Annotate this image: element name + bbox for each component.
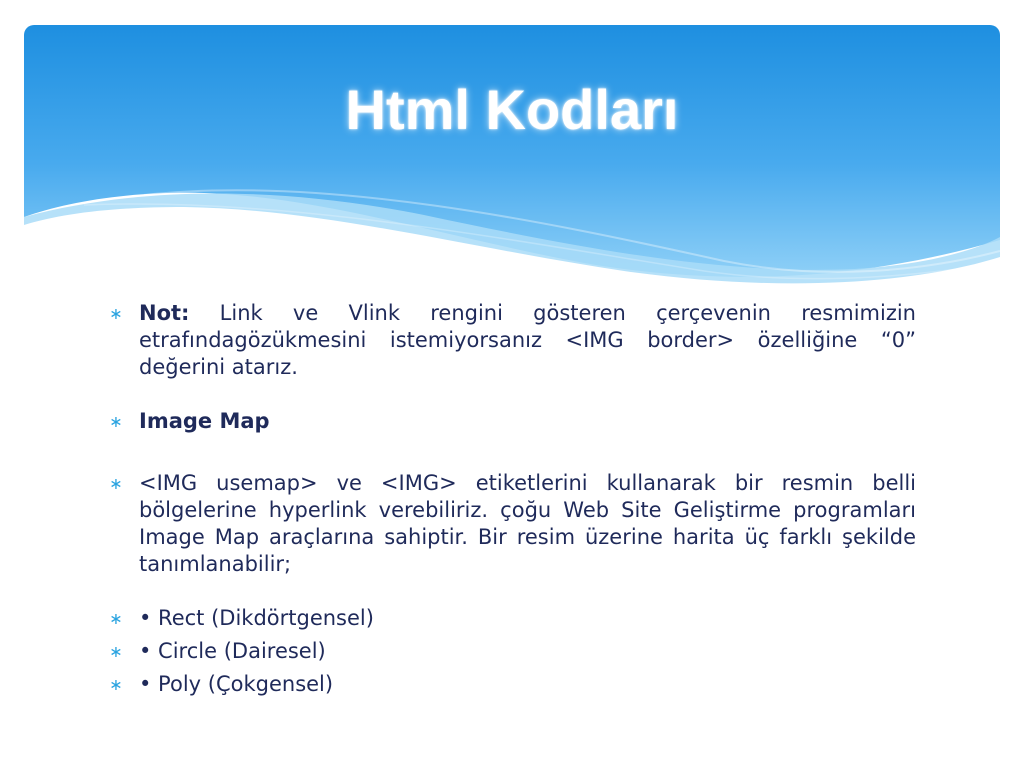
list-item (106, 408, 916, 435)
list-item-text: • Poly (Çokgensel) (139, 672, 334, 696)
bullet-asterisk-icon: ∗ (109, 474, 123, 493)
list-item (106, 638, 916, 665)
list-item-text (139, 408, 916, 435)
list-item-text: <IMG usemap> ve <IMG> etiketlerini kullanarak bir resmin belli bölgelerine hyperlink verebiliriz. çoğu Web Site Geliştirme programları Image Map araçlarına sahiptir. Bir resim üzerine harita üç farklı şekilde tanımlanabilir; (139, 471, 916, 576)
list-item (106, 470, 916, 578)
list-item-text: • Rect (Dikdörtgensel) (139, 606, 374, 630)
list-item-text: Not: Link ve Vlink rengini gösteren çerçevenin resmimizin etrafındagözükmesini istemiyorsanız <IMG border> özelliğine “0” değerini atarız. (139, 301, 916, 379)
header-banner (24, 25, 1000, 287)
list-item (106, 671, 916, 698)
note-label: Not: (139, 301, 190, 325)
bullet-asterisk-icon: ∗ (109, 412, 123, 431)
wave-background (24, 25, 1000, 287)
list-item (106, 300, 916, 381)
bullet-asterisk-icon: ∗ (109, 609, 123, 628)
bullet-asterisk-icon: ∗ (109, 675, 123, 694)
slide-title: Html Kodları (345, 78, 679, 141)
list-item (106, 605, 916, 632)
bullet-asterisk-icon: ∗ (109, 304, 123, 323)
bullet-asterisk-icon: ∗ (109, 642, 123, 661)
image-map-heading: Image Map (139, 409, 270, 433)
bullet-list (106, 300, 916, 698)
list-item-text: • Circle (Dairesel) (139, 639, 326, 663)
